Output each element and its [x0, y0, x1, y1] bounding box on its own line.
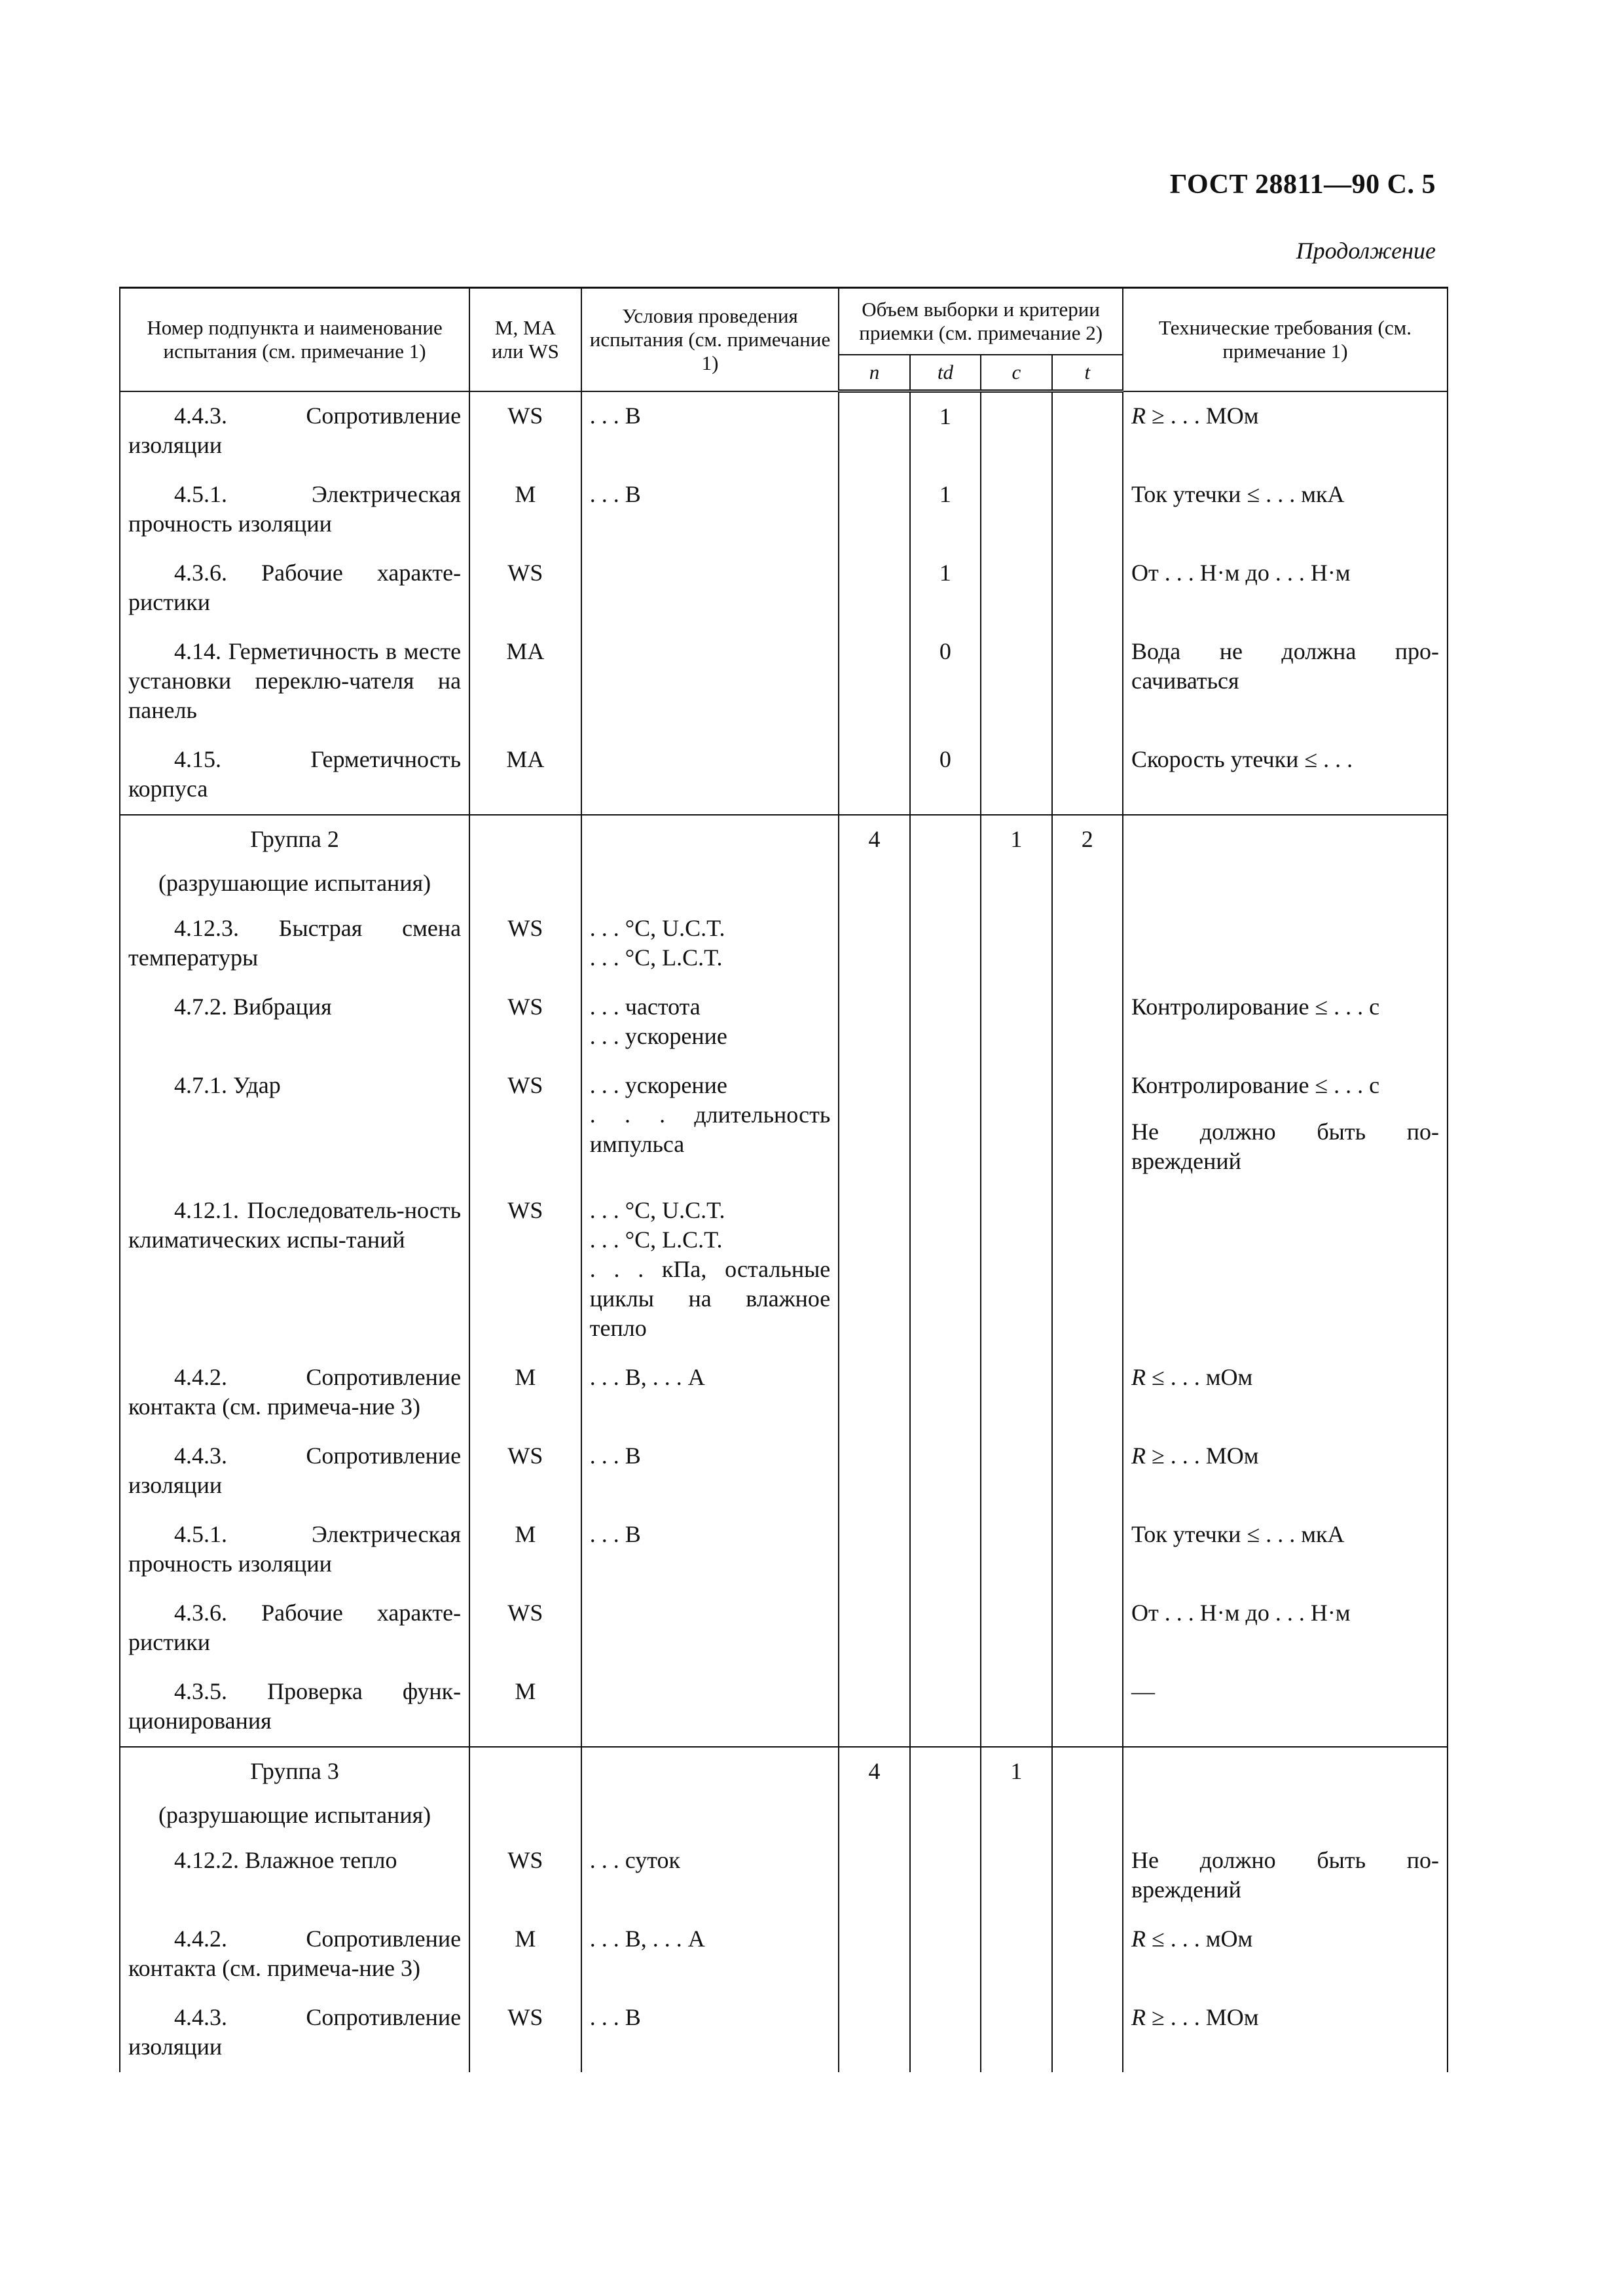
test-name-cell [120, 1915, 469, 1994]
requirement-text: ≤ . . . мОм [1146, 1363, 1253, 1390]
requirement-cell [1123, 391, 1448, 471]
requirement-cell: Вода не должна про-сачиваться [1123, 628, 1448, 736]
col-header-requirements: Технические требования (см. примечание 1) [1123, 288, 1448, 391]
requirement-text: ≤ . . . мОм [1146, 1925, 1253, 1952]
test-name: 4.12.3. Быстрая смена температуры [128, 914, 462, 971]
table-row [120, 983, 1448, 1062]
table-row [120, 1589, 1448, 1668]
sample-td-cell [910, 1187, 981, 1354]
test-conditions-cell: . . . °С, U.C.T. . . . °С, L.C.T. . . . кПа, остальные циклы на влажное тепло [581, 1187, 839, 1354]
sample-c-cell [981, 736, 1051, 815]
sample-c-cell: 1 [981, 815, 1051, 865]
test-table [119, 287, 1448, 2072]
sample-t-cell [1052, 1994, 1123, 2072]
test-type-cell: WS [469, 1187, 581, 1354]
sample-t-cell [1052, 1432, 1123, 1511]
requirement-cell: Контролирование ≤ . . . с [1123, 983, 1448, 1062]
empty-cell [1052, 865, 1123, 905]
test-type-cell: М [469, 1354, 581, 1432]
sample-td-cell: 0 [910, 736, 981, 815]
table-row [120, 628, 1448, 736]
empty-cell [581, 865, 839, 905]
test-name: 4.12.1. Последователь-ность климатических испы-таний [128, 1196, 462, 1253]
group-title: Группа 2 [120, 815, 469, 865]
sample-t-cell [1052, 905, 1123, 983]
test-name: 4.14. Герметичность в месте установки переклю-чателя на панель [128, 637, 462, 723]
resistance-symbol: R [1131, 402, 1146, 429]
sample-n-cell [839, 1187, 909, 1354]
test-name: 4.4.3. Сопротивление изоляции [128, 402, 462, 458]
sample-c-cell [981, 1511, 1051, 1589]
sample-c-cell [981, 1589, 1051, 1668]
test-type-cell: МА [469, 736, 581, 815]
test-name: 4.3.6. Рабочие характе-ристики [128, 559, 462, 615]
test-name-cell [120, 1668, 469, 1747]
requirement-text: Контролирование ≤ . . . с [1131, 1071, 1380, 1098]
table-row [120, 1915, 1448, 1994]
test-name-cell [120, 1432, 469, 1511]
test-name-cell [120, 1062, 469, 1187]
test-type-cell: WS [469, 1994, 581, 2072]
requirement-cell: Ток утечки ≤ . . . мкА [1123, 471, 1448, 549]
test-name-cell [120, 1994, 469, 2072]
test-name: 4.4.2. Сопротивление контакта (см. примеча-ние 3) [128, 1925, 462, 1981]
test-name-cell [120, 391, 469, 471]
sample-t-cell [1052, 391, 1123, 471]
page-title: ГОСТ 28811—90 С. 5 [1169, 170, 1436, 200]
group-note: (разрушающие испытания) [120, 865, 469, 905]
empty-cell [910, 1797, 981, 1837]
test-type-cell: WS [469, 1589, 581, 1668]
sample-c-cell [981, 1994, 1051, 2072]
sample-t-cell: 2 [1052, 815, 1123, 865]
test-name-cell [120, 1187, 469, 1354]
requirement-cell: — [1123, 1668, 1448, 1747]
test-type-cell: М [469, 471, 581, 549]
requirement-cell: От . . . Н·м до . . . Н·м [1123, 549, 1448, 628]
test-type-cell: М [469, 1511, 581, 1589]
sample-n-cell [839, 471, 909, 549]
sample-td-cell [910, 1994, 981, 2072]
test-name: 4.7.2. Вибрация [174, 993, 332, 1020]
table-row [120, 1432, 1448, 1511]
sample-t-cell [1052, 549, 1123, 628]
test-name: 4.3.5. Проверка функ-ционирования [128, 1677, 462, 1734]
test-conditions-cell: . . . суток [581, 1837, 839, 1915]
test-name: 4.7.1. Удар [174, 1071, 281, 1098]
sample-t-cell [1052, 1915, 1123, 1994]
requirement-text: ≥ . . . МОм [1146, 2003, 1259, 2030]
requirement-cell: Скорость утечки ≤ . . . [1123, 736, 1448, 815]
requirement-cell [1123, 1994, 1448, 2072]
sample-t-cell [1052, 1668, 1123, 1747]
sample-td-cell [910, 1432, 981, 1511]
test-conditions-cell: . . . В, . . . А [581, 1915, 839, 1994]
table-row [120, 391, 1448, 471]
sample-t-cell [1052, 1837, 1123, 1915]
requirement-text: ≥ . . . МОм [1146, 1442, 1259, 1469]
table-row [120, 905, 1448, 983]
test-type-cell: WS [469, 391, 581, 471]
sample-c-cell [981, 628, 1051, 736]
table-row [120, 1668, 1448, 1747]
test-conditions-cell: . . . В [581, 1511, 839, 1589]
sample-c-cell [981, 905, 1051, 983]
sample-td-cell: 1 [910, 471, 981, 549]
sample-t-cell [1052, 471, 1123, 549]
sample-td-cell [910, 1589, 981, 1668]
col-header-name: Номер подпункта и наименование испытания (см. примечание 1) [120, 288, 469, 391]
sample-td-cell: 1 [910, 391, 981, 471]
requirement-cell [1123, 1432, 1448, 1511]
requirement-cell [1123, 815, 1448, 865]
table-body [120, 391, 1448, 2072]
sample-t-cell [1052, 1511, 1123, 1589]
test-type-cell: WS [469, 983, 581, 1062]
test-conditions-cell [581, 736, 839, 815]
test-type-cell: WS [469, 905, 581, 983]
empty-cell [1052, 1797, 1123, 1837]
table-row [120, 736, 1448, 815]
test-conditions-cell: . . . ускорение . . . длительность импульса [581, 1062, 839, 1187]
sample-td-cell: 0 [910, 628, 981, 736]
requirement-text: ≥ . . . МОм [1146, 402, 1259, 429]
sample-td-cell [910, 1062, 981, 1187]
sample-n-cell [839, 1511, 909, 1589]
sample-n-cell [839, 1837, 909, 1915]
sample-n-cell: 4 [839, 815, 909, 865]
test-conditions-cell [581, 815, 839, 865]
test-type-cell: МА [469, 628, 581, 736]
empty-cell [1123, 1797, 1448, 1837]
table-row [120, 1994, 1448, 2072]
col-header-td: td [910, 355, 981, 391]
test-name-cell [120, 471, 469, 549]
test-conditions-cell [581, 1589, 839, 1668]
sample-n-cell: 4 [839, 1747, 909, 1797]
sample-td-cell [910, 1511, 981, 1589]
test-type-cell: WS [469, 1432, 581, 1511]
test-name-cell [120, 1589, 469, 1668]
sample-n-cell [839, 628, 909, 736]
group-note-row [120, 865, 1448, 905]
requirement-cell: От . . . Н·м до . . . Н·м [1123, 1589, 1448, 1668]
requirement-cell [1123, 1354, 1448, 1432]
sample-t-cell [1052, 736, 1123, 815]
sample-td-cell [910, 1915, 981, 1994]
test-conditions-cell [581, 1668, 839, 1747]
table-row [120, 549, 1448, 628]
requirement-text: Не должно быть по-вреждений [1131, 1118, 1439, 1174]
sample-n-cell [839, 736, 909, 815]
test-type-cell: WS [469, 1837, 581, 1915]
col-header-type: М, МА или WS [469, 288, 581, 391]
empty-cell [469, 1797, 581, 1837]
test-name-cell [120, 549, 469, 628]
sample-t-cell [1052, 1062, 1123, 1187]
test-conditions-cell: . . . В [581, 1994, 839, 2072]
test-conditions-cell: . . . В [581, 1432, 839, 1511]
col-header-t: t [1052, 355, 1123, 391]
sample-n-cell [839, 905, 909, 983]
sample-c-cell [981, 1837, 1051, 1915]
sample-n-cell [839, 391, 909, 471]
test-conditions-cell: . . . °С, U.C.T. . . . °С, L.C.T. [581, 905, 839, 983]
empty-cell [981, 1797, 1051, 1837]
test-name-cell [120, 905, 469, 983]
table-header [120, 288, 1448, 391]
test-conditions-cell: . . . частота . . . ускорение [581, 983, 839, 1062]
test-name: 4.5.1. Электрическая прочность изоляции [128, 480, 462, 537]
table-row [120, 1511, 1448, 1589]
sample-t-cell [1052, 1589, 1123, 1668]
test-name: 4.4.3. Сопротивление изоляции [128, 2003, 462, 2060]
requirement-cell [1123, 1915, 1448, 1994]
sample-c-cell [981, 549, 1051, 628]
sample-td-cell [910, 1354, 981, 1432]
sample-n-cell [839, 1994, 909, 2072]
sample-c-cell: 1 [981, 1747, 1051, 1797]
requirement-cell [1123, 1747, 1448, 1797]
table-row [120, 1837, 1448, 1915]
table-row [120, 1062, 1448, 1187]
test-name-cell [120, 736, 469, 815]
test-name-cell [120, 983, 469, 1062]
requirement-cell: Ток утечки ≤ . . . мкА [1123, 1511, 1448, 1589]
sample-td-cell [910, 905, 981, 983]
sample-td-cell [910, 1837, 981, 1915]
sample-n-cell [839, 1432, 909, 1511]
col-header-n: n [839, 355, 909, 391]
table-row [120, 1187, 1448, 1354]
resistance-symbol: R [1131, 2003, 1146, 2030]
col-header-c: c [981, 355, 1051, 391]
sample-c-cell [981, 1915, 1051, 1994]
sample-td-cell [910, 1668, 981, 1747]
sample-td-cell [910, 815, 981, 865]
sample-c-cell [981, 391, 1051, 471]
test-name: 4.12.2. Влажное тепло [174, 1846, 397, 1873]
sample-t-cell [1052, 1747, 1123, 1797]
test-conditions-cell [581, 628, 839, 736]
continuation-label: Продолжение [1296, 238, 1436, 264]
table-row [120, 471, 1448, 549]
sample-c-cell [981, 1668, 1051, 1747]
group-title-row [120, 1747, 1448, 1797]
sample-c-cell [981, 1062, 1051, 1187]
test-type-cell: М [469, 1915, 581, 1994]
test-conditions-cell [581, 549, 839, 628]
empty-cell [581, 1797, 839, 1837]
sample-c-cell [981, 1354, 1051, 1432]
sample-t-cell [1052, 1354, 1123, 1432]
sample-n-cell [839, 1354, 909, 1432]
sample-n-cell [839, 1668, 909, 1747]
resistance-symbol: R [1131, 1363, 1146, 1390]
empty-cell [981, 865, 1051, 905]
sample-td-cell [910, 1747, 981, 1797]
sample-c-cell [981, 983, 1051, 1062]
test-conditions-cell: . . . В [581, 471, 839, 549]
test-type-cell [469, 815, 581, 865]
test-name: 4.4.3. Сопротивление изоляции [128, 1442, 462, 1498]
empty-cell [1123, 865, 1448, 905]
requirement-cell [1123, 1187, 1448, 1354]
sample-c-cell [981, 1432, 1051, 1511]
sample-n-cell [839, 1589, 909, 1668]
sample-n-cell [839, 1915, 909, 1994]
test-name-cell [120, 628, 469, 736]
group-note: (разрушающие испытания) [120, 1797, 469, 1837]
test-name-cell [120, 1837, 469, 1915]
empty-cell [910, 865, 981, 905]
test-name: 4.4.2. Сопротивление контакта (см. примеча-ние 3) [128, 1363, 462, 1420]
test-conditions-cell [581, 1747, 839, 1797]
sample-td-cell [910, 983, 981, 1062]
sample-t-cell [1052, 983, 1123, 1062]
requirement-cell: Не должно быть по-вреждений [1123, 1837, 1448, 1915]
empty-cell [839, 1797, 909, 1837]
test-type-cell: WS [469, 549, 581, 628]
group-title-row [120, 815, 1448, 865]
test-type-cell [469, 1747, 581, 1797]
test-type-cell: М [469, 1668, 581, 1747]
requirement-cell [1123, 1062, 1448, 1187]
sample-n-cell [839, 549, 909, 628]
sample-t-cell [1052, 628, 1123, 736]
group-title: Группа 3 [120, 1747, 469, 1797]
group-note-row [120, 1797, 1448, 1837]
test-name: 4.15. Герметичность корпуса [128, 745, 462, 802]
resistance-symbol: R [1131, 1442, 1146, 1469]
resistance-symbol: R [1131, 1925, 1146, 1952]
empty-cell [469, 865, 581, 905]
test-conditions-cell: . . . В, . . . А [581, 1354, 839, 1432]
test-name-cell [120, 1511, 469, 1589]
sample-c-cell [981, 471, 1051, 549]
col-header-conditions: Условия проведения испытания (см. примечание 1) [581, 288, 839, 391]
test-conditions-cell: . . . В [581, 391, 839, 471]
test-name: 4.3.6. Рабочие характе-ристики [128, 1599, 462, 1655]
test-name: 4.5.1. Электрическая прочность изоляции [128, 1520, 462, 1577]
empty-cell [839, 865, 909, 905]
requirement-cell [1123, 905, 1448, 983]
sample-td-cell: 1 [910, 549, 981, 628]
sample-t-cell [1052, 1187, 1123, 1354]
table-row [120, 1354, 1448, 1432]
col-header-sample: Объем выборки и критерии приемки (см. примечание 2) [839, 288, 1123, 355]
sample-n-cell [839, 1062, 909, 1187]
sample-c-cell [981, 1187, 1051, 1354]
sample-n-cell [839, 983, 909, 1062]
test-type-cell: WS [469, 1062, 581, 1187]
test-name-cell [120, 1354, 469, 1432]
